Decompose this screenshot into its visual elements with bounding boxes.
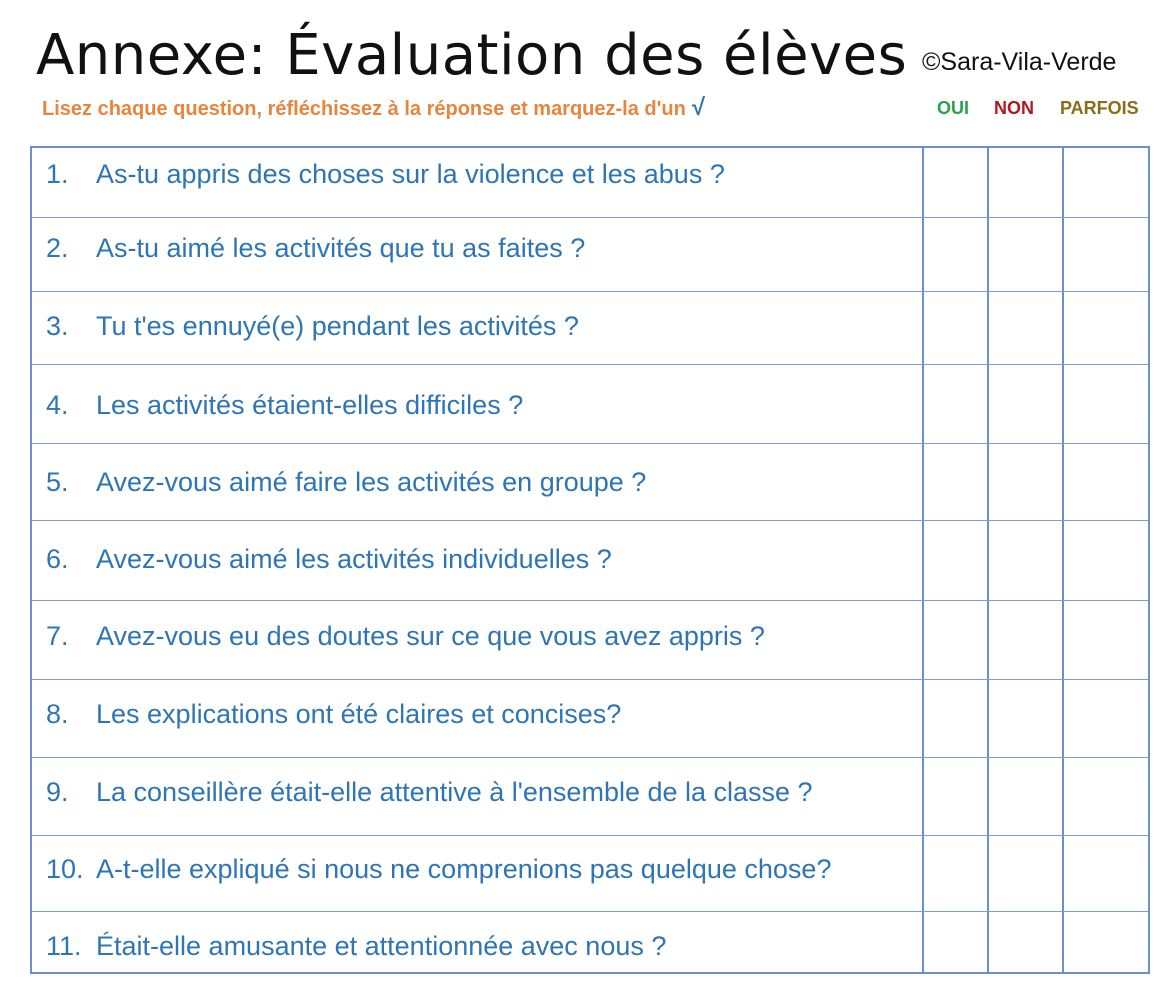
instruction-label: Lisez chaque question, réfléchissez à la réponse et marquez-la d'un: [42, 98, 686, 120]
column-header-non: NON: [994, 98, 1034, 118]
question-text: Tu t'es ennuyé(e) pendant les activités ?: [96, 311, 579, 341]
page-title: Annexe: Évaluation des élèves: [36, 23, 908, 88]
question-number: 3.: [46, 311, 69, 341]
answer-cell-non[interactable]: [989, 680, 1062, 757]
question-text: Avez-vous eu des doutes sur ce que vous avez appris ?: [96, 621, 765, 651]
question-text: Avez-vous aimé les activités individuelles ?: [96, 544, 612, 574]
answer-cell-parfois[interactable]: [1064, 148, 1150, 217]
question-text: Était-elle amusante et attentionnée avec nous ?: [96, 931, 667, 961]
answer-cell-parfois[interactable]: [1064, 444, 1150, 520]
answer-cell-parfois[interactable]: [1064, 292, 1150, 364]
answer-cell-parfois[interactable]: [1064, 836, 1150, 911]
question-text: As-tu appris des choses sur la violence et les abus ?: [96, 159, 725, 189]
answer-cell-parfois[interactable]: [1064, 912, 1150, 974]
question-text: A-t-elle expliqué si nous ne comprenions pas quelque chose?: [96, 854, 832, 884]
answer-cell-non[interactable]: [989, 836, 1062, 911]
answer-cell-oui[interactable]: [924, 912, 987, 974]
answer-cell-oui[interactable]: [924, 836, 987, 911]
answer-cell-non[interactable]: [989, 365, 1062, 443]
table-row: [32, 836, 1148, 912]
column-header-parfois: PARFOIS: [1060, 98, 1139, 118]
answer-cell-non[interactable]: [989, 912, 1062, 974]
question-text: As-tu aimé les activités que tu as faites ?: [96, 233, 586, 263]
table-row: [32, 365, 1148, 444]
answer-cell-non[interactable]: [989, 601, 1062, 679]
question-number: 5.: [46, 467, 69, 497]
question-number: 7.: [46, 621, 69, 651]
table-row: [32, 292, 1148, 365]
question-number: 2.: [46, 233, 69, 263]
answer-cell-parfois[interactable]: [1064, 365, 1150, 443]
question-text: Les explications ont été claires et concises?: [96, 699, 622, 729]
table-row: [32, 912, 1148, 974]
answer-cell-parfois[interactable]: [1064, 218, 1150, 291]
answer-cell-oui[interactable]: [924, 444, 987, 520]
answer-cell-oui[interactable]: [924, 218, 987, 291]
answer-cell-non[interactable]: [989, 292, 1062, 364]
evaluation-table: [30, 146, 1150, 974]
answer-cell-oui[interactable]: [924, 148, 987, 217]
question-number: 6.: [46, 544, 69, 574]
answer-cell-oui[interactable]: [924, 292, 987, 364]
answer-cell-oui[interactable]: [924, 365, 987, 443]
answer-cell-oui[interactable]: [924, 680, 987, 757]
answer-cell-non[interactable]: [989, 758, 1062, 835]
answer-cell-non[interactable]: [989, 218, 1062, 291]
answer-cell-non[interactable]: [989, 444, 1062, 520]
table-row: [32, 218, 1148, 292]
question-text: Les activités étaient-elles difficiles ?: [96, 390, 524, 420]
answer-cell-oui[interactable]: [924, 601, 987, 679]
answer-cell-parfois[interactable]: [1064, 521, 1150, 600]
answer-cell-non[interactable]: [989, 521, 1062, 600]
instruction-text: [42, 94, 705, 122]
table-row: [32, 444, 1148, 521]
question-text: Avez-vous aimé faire les activités en groupe ?: [96, 467, 647, 497]
question-number: 8.: [46, 699, 69, 729]
question-number: 4.: [46, 390, 69, 420]
question-text: La conseillère était-elle attentive à l'ensemble de la classe ?: [96, 777, 813, 807]
question-number: 10.: [46, 854, 84, 884]
table-row: [32, 680, 1148, 758]
answer-cell-non[interactable]: [989, 148, 1062, 217]
answer-cell-parfois[interactable]: [1064, 601, 1150, 679]
question-number: 11.: [46, 931, 82, 961]
answer-cell-parfois[interactable]: [1064, 680, 1150, 757]
table-row: [32, 148, 1148, 218]
answer-cell-parfois[interactable]: [1064, 758, 1150, 835]
answer-cell-oui[interactable]: [924, 758, 987, 835]
check-mark-icon: √: [691, 94, 705, 121]
table-row: [32, 601, 1148, 680]
table-row: [32, 758, 1148, 836]
question-number: 1.: [46, 159, 69, 189]
table-row: [32, 521, 1148, 601]
copyright-notice: ©Sara-Vila-Verde: [922, 48, 1117, 76]
column-header-oui: OUI: [937, 98, 970, 118]
answer-cell-oui[interactable]: [924, 521, 987, 600]
question-number: 9.: [46, 777, 69, 807]
